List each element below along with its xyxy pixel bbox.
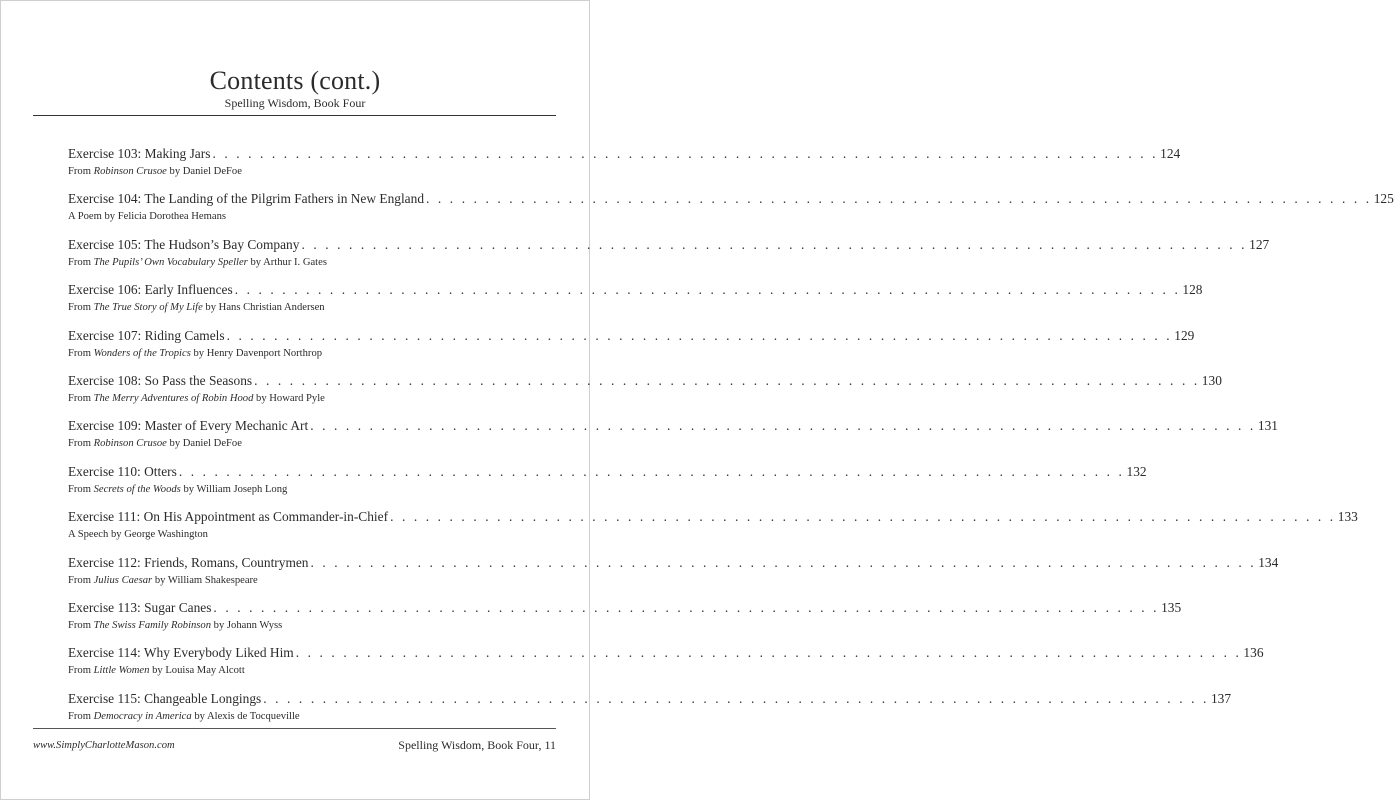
dot-leader: . . . . . . . . . . . . . . . . . . . . . . . . . . . . . . . . . . . . . . . . . . . . . . . . . . . . . . . . . . . . . . . . . . . . . . . . . . . . . . . . [310, 418, 1256, 434]
toc-entry-line [68, 690, 1232, 707]
footer-rule [33, 728, 556, 729]
exercise-title: Exercise 105: The Hudson’s Bay Company [68, 236, 300, 252]
source-connector: by [166, 438, 183, 450]
toc-entry [68, 645, 1264, 678]
exercise-source [68, 165, 521, 179]
source-prefix: From [68, 574, 94, 586]
source-author: William Shakespeare [167, 574, 258, 586]
source-connector: by [166, 166, 183, 177]
exercise-source [68, 710, 521, 724]
dot-leader: . . . . . . . . . . . . . . . . . . . . . . . . . . . . . . . . . . . . . . . . . . . . . . . . . . . . . . . . . . . . . . . . . . . . . . . . . . . . . . . . [301, 236, 1248, 252]
exercise-source [68, 528, 521, 542]
exercise-source [68, 301, 521, 315]
toc-entry [68, 463, 1147, 497]
toc-entry [68, 327, 1195, 361]
exercise-source [68, 437, 521, 451]
source-title: Wonders of the Tropics [93, 347, 191, 359]
page-number: 135 [1161, 600, 1182, 615]
source-author: Johann Wyss [226, 620, 283, 631]
source-prefix: From [68, 438, 94, 450]
source-prefix: From [68, 483, 94, 495]
page-number: 129 [1174, 327, 1195, 343]
source-connector: by [191, 710, 207, 722]
source-title: The True Story of My Life [93, 302, 203, 314]
exercise-title: Exercise 108: So Pass the Seasons [68, 373, 253, 388]
exercise-title: Exercise 115: Changeable Longings [68, 690, 262, 706]
source-prefix: From [68, 347, 94, 359]
page-number: 132 [1126, 463, 1147, 479]
toc-entry [68, 373, 1222, 406]
toc-entry [68, 690, 1232, 724]
source-connector: by [202, 302, 219, 314]
source-title: Democracy in America [93, 710, 192, 722]
exercise-source [68, 392, 521, 406]
toc-entry-line [68, 600, 1182, 616]
toc-entry [68, 282, 1203, 315]
exercise-title: Exercise 107: Riding Camels [68, 327, 225, 343]
book-page-footer: Spelling Wisdom, Book Four, 11 [398, 738, 556, 752]
source-prefix: From [68, 166, 94, 177]
exercise-title: Exercise 104: The Landing of the Pilgrim Fathers in New England [68, 191, 425, 207]
website-url: www.SimplyCharlotteMason.com [33, 740, 175, 751]
toc-entry-line [68, 418, 1278, 434]
toc-entry [68, 236, 1270, 270]
page-number: 128 [1182, 282, 1203, 298]
toc-entry [68, 554, 1279, 588]
toc-entry [68, 418, 1278, 451]
toc-entry [68, 600, 1182, 633]
source-connector: by [247, 256, 264, 268]
toc-entry-line [68, 463, 1147, 480]
source-title: The Merry Adventures of Robin Hood [93, 393, 254, 404]
dot-leader: . . . . . . . . . . . . . . . . . . . . . . . . . . . . . . . . . . . . . . . . . . . . . . . . . . . . . . . . . . . . . . . . . . . . . . . . . . . . . . . . [426, 191, 1372, 207]
source-title: Little Women [93, 665, 150, 677]
source-prefix: A Poem by Felicia Dorothea Hemans [68, 211, 226, 223]
page-title: Contents (cont.) [209, 66, 381, 95]
source-author: Arthur I. Gates [263, 256, 327, 268]
exercise-title: Exercise 110: Otters [68, 463, 177, 479]
source-prefix: From [68, 256, 94, 268]
page-number: 137 [1210, 690, 1232, 706]
source-author: Howard Pyle [269, 393, 325, 404]
source-author: Henry Davenport Northrop [206, 347, 323, 359]
source-author: Daniel DeFoe [182, 166, 242, 177]
source-author: Hans Christian Andersen [218, 302, 325, 314]
dot-leader: . . . . . . . . . . . . . . . . . . . . . . . . . . . . . . . . . . . . . . . . . . . . . . . . . . . . . . . . . . . . . . . . . . . . . . . . . . . . . . . . [310, 554, 1257, 570]
exercise-title: Exercise 112: Friends, Romans, Countrymen [68, 554, 309, 570]
source-title: The Pupils’ Own Vocabulary Speller [93, 256, 248, 268]
source-prefix: From [68, 393, 94, 404]
exercise-title: Exercise 103: Making Jars [68, 146, 211, 161]
header-rule [33, 115, 556, 116]
page-number: 127 [1249, 236, 1270, 252]
toc-entry-line [68, 327, 1195, 344]
exercise-source [68, 664, 521, 678]
dot-leader: . . . . . . . . . . . . . . . . . . . . . . . . . . . . . . . . . . . . . . . . . . . . . . . . . . . . . . . . . . . . . . . . . . . . . . . . . . . . . . . . [295, 645, 1242, 661]
dot-leader: . . . . . . . . . . . . . . . . . . . . . . . . . . . . . . . . . . . . . . . . . . . . . . . . . . . . . . . . . . . . . . . . . . . . . . . . . . . . . . . . [212, 146, 1159, 161]
exercise-source [68, 210, 521, 224]
toc-entry [68, 191, 1394, 224]
dot-leader: . . . . . . . . . . . . . . . . . . . . . . . . . . . . . . . . . . . . . . . . . . . . . . . . . . . . . . . . . . . . . . . . . . . . . . . . . . . . . . . . [254, 373, 1200, 388]
source-prefix: From [68, 710, 94, 722]
source-connector: by [211, 620, 227, 631]
exercise-source [68, 347, 521, 361]
source-title: Julius Caesar [93, 574, 153, 586]
exercise-title: Exercise 109: Master of Every Mechanic Art [68, 418, 309, 434]
source-title: Robinson Crusoe [93, 438, 167, 450]
toc-entry [68, 509, 1358, 542]
dot-leader: . . . . . . . . . . . . . . . . . . . . . . . . . . . . . . . . . . . . . . . . . . . . . . . . . . . . . . . . . . . . . . . . . . . . . . . . . . . . . . . . [213, 600, 1160, 615]
page-number: 134 [1258, 554, 1279, 570]
toc-entry-line [68, 146, 1181, 162]
toc-entry-line [68, 373, 1222, 389]
source-author: William Joseph Long [196, 483, 288, 495]
toc-entry-line [68, 282, 1203, 298]
source-title: Secrets of the Woods [93, 483, 181, 495]
page-number: 125 [1373, 191, 1394, 207]
exercise-title: Exercise 114: Why Everybody Liked Him [68, 645, 294, 661]
source-author: Daniel DeFoe [182, 438, 242, 450]
source-connector: by [152, 574, 168, 586]
page-number: 131 [1257, 418, 1278, 434]
exercise-source [68, 574, 521, 588]
source-prefix: From [68, 620, 94, 631]
toc-entry-line [68, 236, 1270, 253]
toc-entry-line [68, 554, 1279, 571]
source-connector: by [190, 347, 207, 359]
dot-leader: . . . . . . . . . . . . . . . . . . . . . . . . . . . . . . . . . . . . . . . . . . . . . . . . . . . . . . . . . . . . . . . . . . . . . . . . . . . . . . . . [390, 509, 1336, 525]
exercise-title: Exercise 113: Sugar Canes [68, 600, 212, 615]
source-prefix: From [68, 302, 94, 314]
source-connector: by [180, 483, 197, 495]
source-connector: by [253, 393, 270, 404]
page-number: 136 [1243, 645, 1264, 661]
dot-leader: . . . . . . . . . . . . . . . . . . . . . . . . . . . . . . . . . . . . . . . . . . . . . . . . . . . . . . . . . . . . . . . . . . . . . . . . . . . . . . . . [226, 327, 1173, 343]
dot-leader: . . . . . . . . . . . . . . . . . . . . . . . . . . . . . . . . . . . . . . . . . . . . . . . . . . . . . . . . . . . . . . . . . . . . . . . . . . . . . . . . [263, 690, 1209, 706]
dot-leader: . . . . . . . . . . . . . . . . . . . . . . . . . . . . . . . . . . . . . . . . . . . . . . . . . . . . . . . . . . . . . . . . . . . . . . . . . . . . . . . . [178, 463, 1125, 479]
exercise-source [68, 619, 521, 633]
source-author: Alexis de Tocqueville [206, 710, 300, 722]
dot-leader: . . . . . . . . . . . . . . . . . . . . . . . . . . . . . . . . . . . . . . . . . . . . . . . . . . . . . . . . . . . . . . . . . . . . . . . . . . . . . . . . [234, 282, 1181, 298]
book-subtitle: Spelling Wisdom, Book Four [224, 96, 366, 110]
source-title: The Swiss Family Robinson [93, 620, 212, 631]
source-connector: by [149, 665, 166, 677]
page-number: 133 [1337, 509, 1358, 525]
page-number: 130 [1201, 373, 1222, 388]
exercise-source [68, 483, 521, 497]
page-number: 124 [1160, 146, 1181, 161]
source-prefix: A Speech by George Washington [68, 529, 208, 541]
source-author: Louisa May Alcott [165, 665, 245, 677]
toc-entry-line [68, 509, 1358, 525]
toc-entry-line [68, 191, 1394, 207]
source-prefix: From [68, 665, 94, 677]
source-title: Robinson Crusoe [93, 166, 167, 177]
exercise-title: Exercise 106: Early Influences [68, 282, 233, 298]
toc-entry-line [68, 645, 1264, 661]
exercise-source [68, 256, 521, 270]
exercise-title: Exercise 111: On His Appointment as Commander-in-Chief [68, 509, 389, 525]
toc-entry [68, 146, 1181, 179]
